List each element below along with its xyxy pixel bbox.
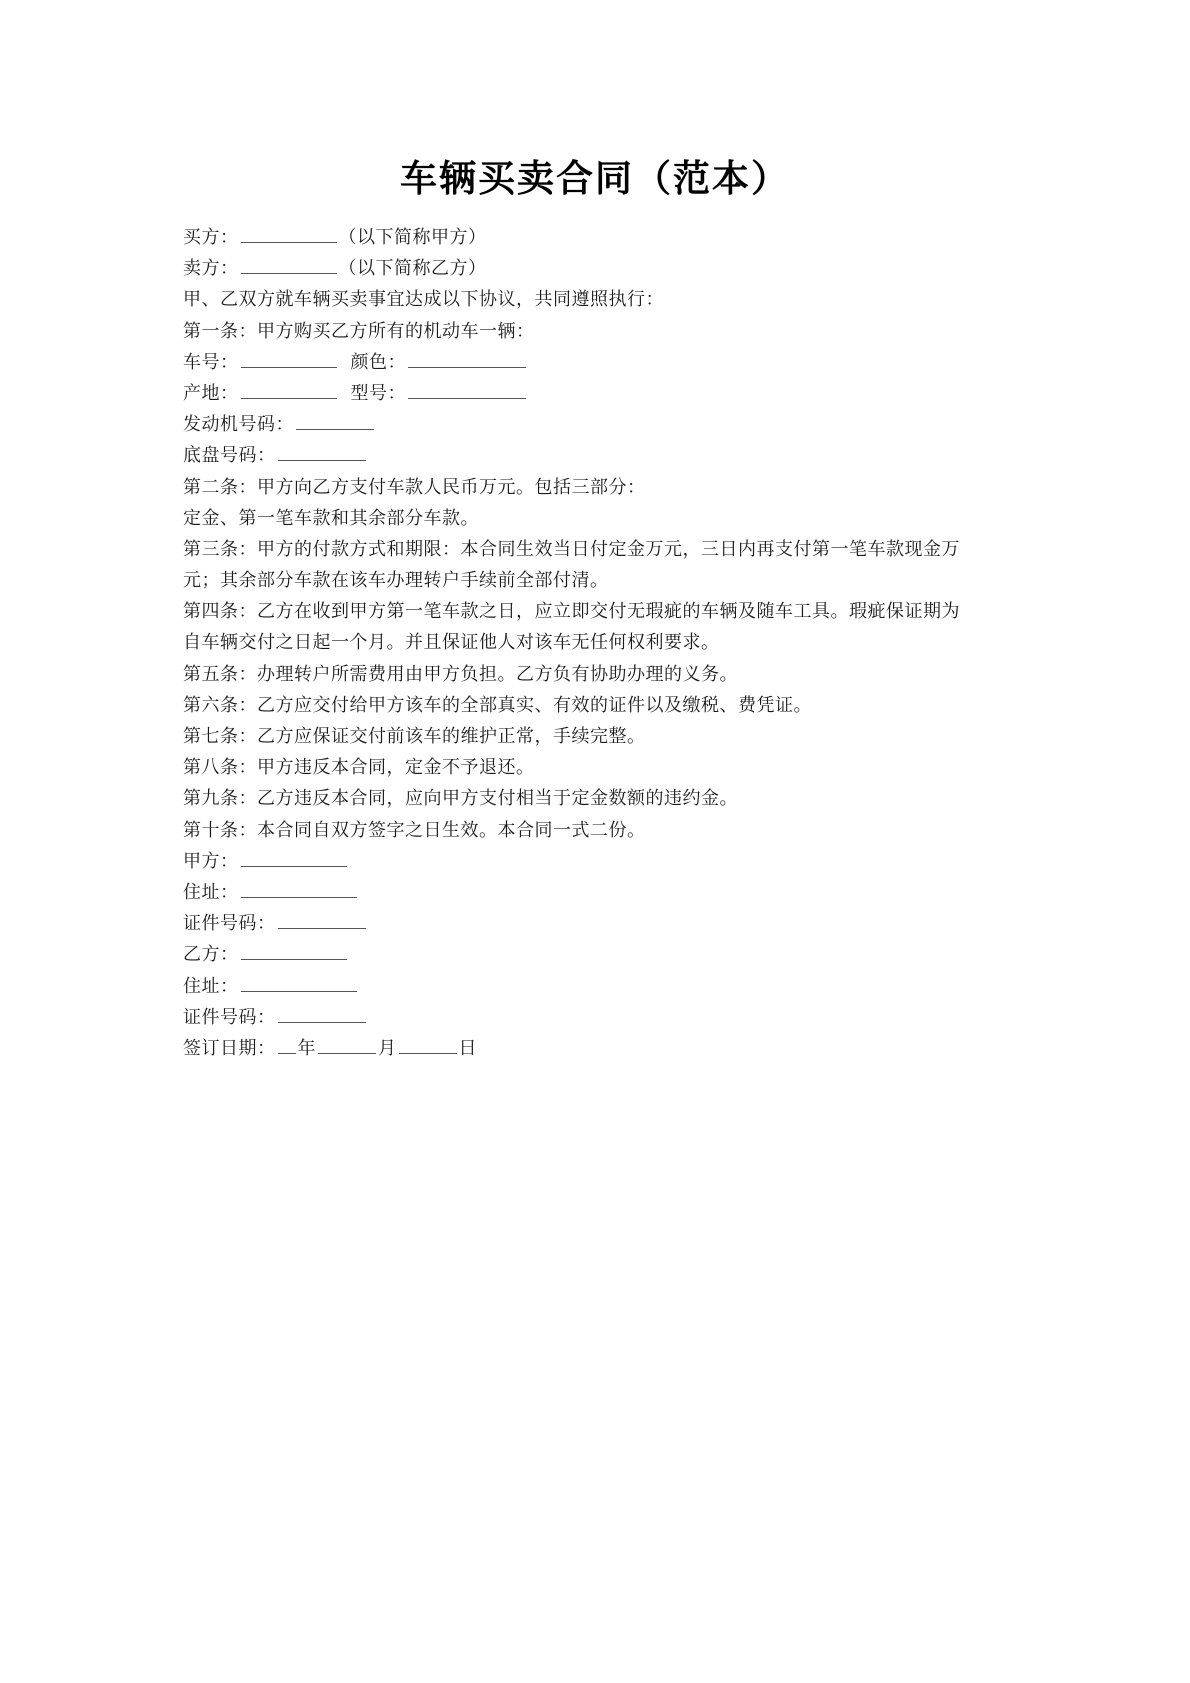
intro-line: 甲、乙双方就车辆买卖事宜达成以下协议，共同遵照执行： — [183, 289, 664, 311]
party-a-id-line — [183, 908, 963, 939]
buyer-label: 买方： — [183, 227, 239, 248]
chassis-line — [183, 440, 963, 471]
sign-date-line — [183, 1033, 963, 1064]
engine-blank[interactable] — [296, 412, 374, 430]
plate-color-line — [183, 347, 963, 378]
seller-blank[interactable] — [241, 256, 337, 274]
article-2-line1: 第二条：甲方向乙方支付车款人民币万元。包括三部分： — [183, 476, 646, 498]
month-blank[interactable] — [318, 1036, 376, 1054]
buyer-blank[interactable] — [241, 225, 337, 243]
article-9: 第九条：乙方违反本合同，应向甲方支付相当于定金数额的违约金。 — [183, 788, 738, 810]
origin-model-line — [183, 378, 963, 409]
contract-body — [183, 222, 963, 1064]
article-7: 第七条：乙方应保证交付前该车的维护正常，手续完整。 — [183, 726, 646, 748]
chassis-label: 底盘号码： — [183, 445, 276, 467]
plate-blank[interactable] — [241, 350, 337, 368]
article-6: 第六条：乙方应交付给甲方该车的全部真实、有效的证件以及缴税、费凭证。 — [183, 694, 812, 716]
article-4: 第四条：乙方在收到甲方第一笔车款之日，应立即交付无瑕疵的车辆及随车工具。瑕疵保证期为自车辆交付之日起一个月。并且保证他人对该车无任何权利要求。 — [183, 601, 960, 654]
party-a-address-line — [183, 877, 963, 908]
party-b-id-line — [183, 1002, 963, 1033]
party-b-address-line — [183, 971, 963, 1002]
origin-blank[interactable] — [241, 381, 337, 399]
seller-label: 卖方： — [183, 258, 239, 280]
color-blank[interactable] — [408, 350, 526, 368]
party-b-label: 乙方： — [183, 944, 239, 966]
party-a-id-label: 证件号码： — [183, 913, 276, 935]
article-3: 第三条：甲方的付款方式和期限：本合同生效当日付定金万元，三日内再支付第一笔车款现金万元；其余部分车款在该车办理转户手续前全部付清。 — [183, 538, 960, 592]
year-blank[interactable] — [278, 1036, 296, 1054]
buyer-line — [183, 222, 963, 253]
origin-label: 产地： — [183, 382, 239, 404]
party-a-address-blank[interactable] — [241, 880, 357, 898]
article-5: 第五条：办理转户所需费用由甲方负担。乙方负有协助办理的义务。 — [183, 663, 738, 685]
party-a-blank[interactable] — [241, 849, 347, 867]
article-2-line2: 定金、第一笔车款和其余部分车款。 — [183, 507, 479, 529]
day-label: 日 — [458, 1037, 477, 1059]
party-a-id-blank[interactable] — [278, 911, 366, 929]
engine-label: 发动机号码： — [183, 414, 294, 436]
party-a-line — [183, 846, 963, 877]
plate-label: 车号： — [183, 351, 239, 373]
party-b-id-label: 证件号码： — [183, 1006, 276, 1028]
party-a-address-label: 住址： — [183, 882, 239, 903]
seller-line — [183, 253, 963, 284]
color-label: 颜色： — [350, 351, 406, 373]
article-10: 第十条：本合同自双方签字之日生效。本合同一式二份。 — [183, 819, 646, 841]
party-b-address-blank[interactable] — [241, 974, 357, 992]
party-b-address-label: 住址： — [183, 975, 239, 997]
model-blank[interactable] — [408, 381, 526, 399]
chassis-blank[interactable] — [278, 443, 366, 461]
month-label: 月 — [378, 1037, 397, 1059]
party-a-label: 甲方： — [183, 850, 239, 872]
party-b-line — [183, 939, 963, 970]
party-b-id-blank[interactable] — [278, 1005, 366, 1023]
date-label: 签订日期： — [183, 1037, 276, 1059]
model-label: 型号： — [350, 382, 406, 404]
year-label: 年 — [297, 1037, 316, 1059]
party-b-blank[interactable] — [241, 942, 347, 960]
page-title: 车辆买卖合同（范本） — [400, 156, 790, 200]
engine-line — [183, 409, 963, 440]
buyer-note: （以下简称甲方） — [338, 227, 487, 248]
article-8: 第八条：甲方违反本合同，定金不予退还。 — [183, 757, 535, 779]
article-1: 第一条：甲方购买乙方所有的机动车一辆： — [183, 320, 535, 342]
day-blank[interactable] — [399, 1036, 457, 1054]
seller-note: （以下简称乙方） — [338, 258, 487, 280]
